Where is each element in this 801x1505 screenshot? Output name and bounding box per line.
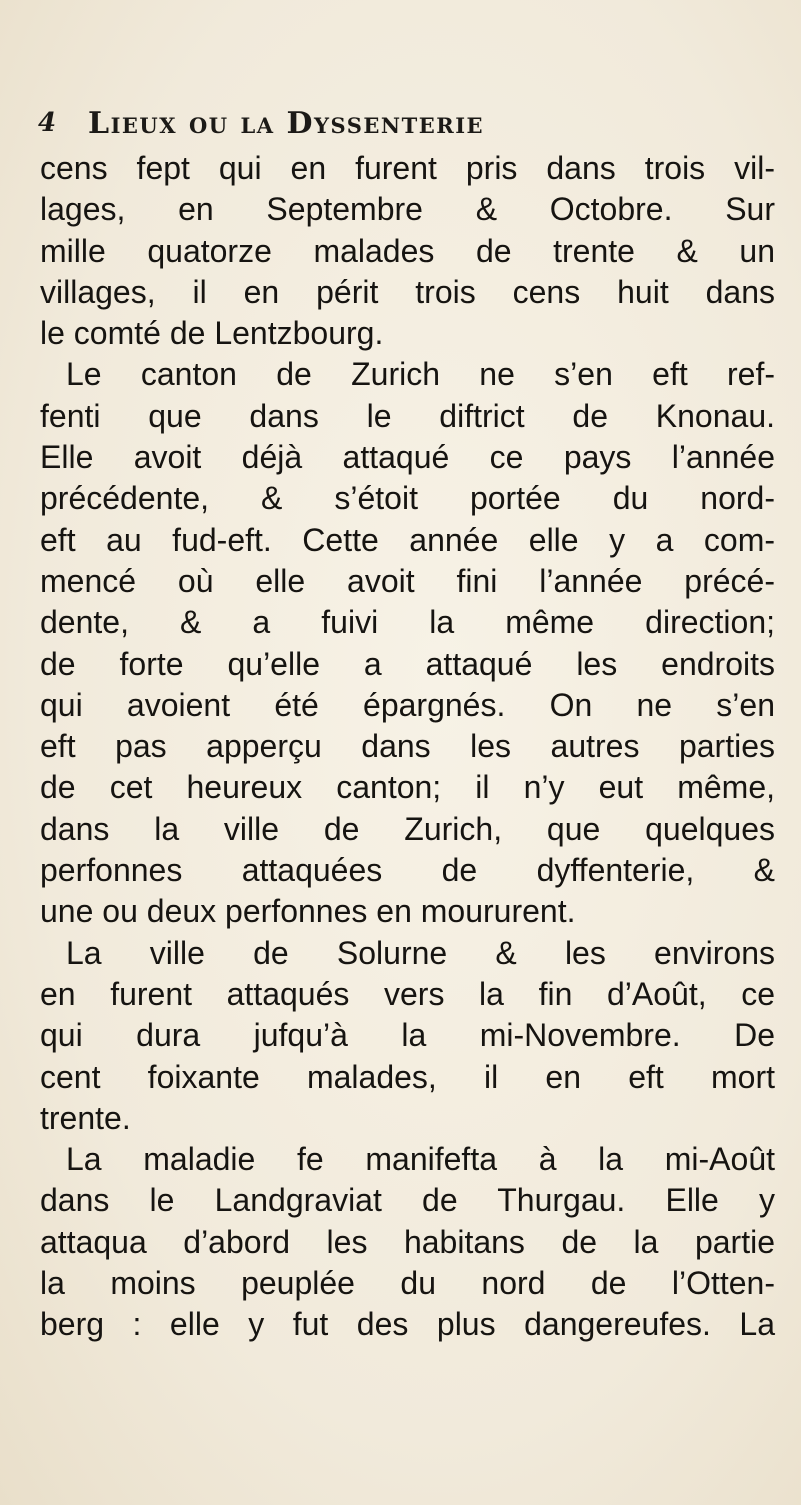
text-line: eft pas apperçu dans les autres parties	[40, 728, 775, 765]
text-line: précédente, & s’étoit portée du nord-	[40, 480, 775, 517]
text-line: attaqua d’abord les habitans de la partie	[40, 1223, 775, 1260]
text-line: Le canton de Zurich ne s’en eft ref-	[66, 356, 775, 393]
text-line: cent foixante malades, il en eft mort	[40, 1058, 775, 1095]
text-line: villages, il en périt trois cens huit dans	[40, 273, 775, 310]
text-line: La maladie fe manifefta à la mi-Août	[66, 1141, 775, 1178]
text-line: mille quatorze malades de trente & un	[40, 232, 775, 269]
text-line: eft au fud-eft. Cette année elle y a com-	[40, 521, 775, 558]
text-line: de cet heureux canton; il n’y eut même,	[40, 769, 775, 806]
text-line: de forte qu’elle a attaqué les endroits	[40, 645, 775, 682]
text-line: fenti que dans le diftrict de Knonau.	[40, 397, 775, 434]
text-line: cens fept qui en furent pris dans trois vil-	[40, 150, 775, 186]
text-line: trente.	[40, 1099, 131, 1136]
running-title: Lieux ou la Dyssenterie	[88, 106, 485, 141]
text-line: lages, en Septembre & Octobre. Sur	[40, 191, 775, 228]
text-line: qui dura jufqu’à la mi-Novembre. De	[40, 1017, 775, 1054]
text-line: la moins peuplée du nord de l’Otten-	[40, 1265, 775, 1302]
text-line: La ville de Solurne & les environs	[66, 934, 775, 971]
text-line: dans le Landgraviat de Thurgau. Elle y	[40, 1182, 775, 1219]
text-line: mencé où elle avoit fini l’année précé-	[40, 562, 775, 599]
text-line: qui avoient été épargnés. On ne s’en	[40, 686, 775, 723]
body-text	[40, 148, 775, 1346]
page-number: 4	[38, 108, 57, 138]
text-line: dente, & a fuivi la même direction;	[40, 604, 775, 641]
text-line: en furent attaqués vers la fin d’Août, ce	[40, 975, 775, 1012]
text-line: dans la ville de Zurich, que quelques	[40, 810, 775, 847]
text-line: perfonnes attaquées de dyffenterie, &	[40, 852, 775, 889]
text-line: une ou deux perfonnes en moururent.	[40, 893, 576, 930]
text-line: Elle avoit déjà attaqué ce pays l’année	[40, 439, 775, 476]
text-line: le comté de Lentzbourg.	[40, 315, 384, 352]
text-line: berg : elle y fut des plus dangereufes. La	[40, 1306, 775, 1343]
page-header	[38, 100, 758, 152]
